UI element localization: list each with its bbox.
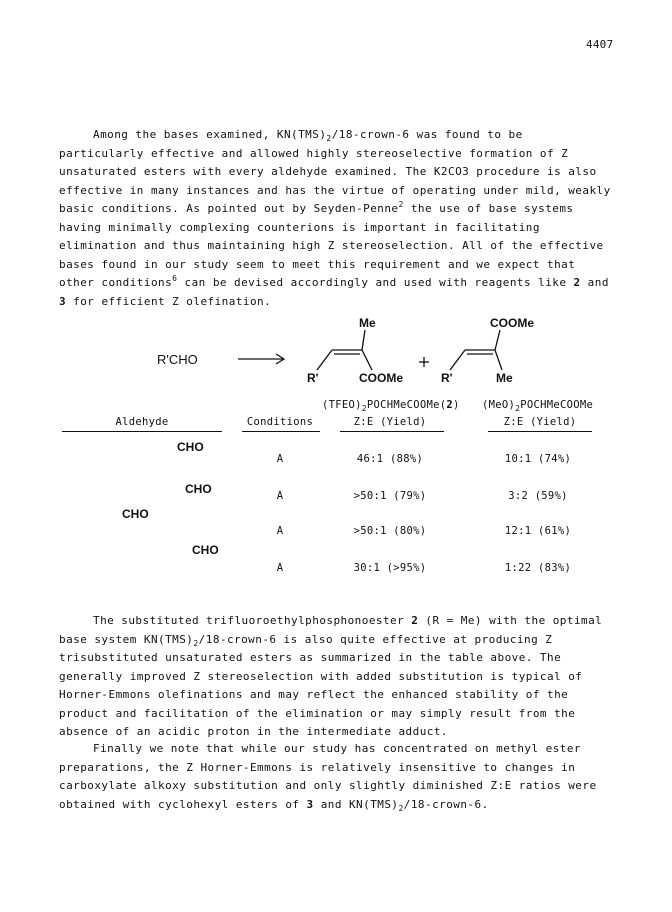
row-1-cho-label: CHO [177,440,204,454]
p3-line-2: preparations, the Z Horner-Emmons is relatively insensitive to changes in [59,760,576,774]
p3-line-1: Finally we note that while our study has concentrated on methyl ester [93,742,582,755]
p1-line-3: unsaturated esters with every aldehyde examined. The K2CO3 procedure is also [59,165,597,178]
row-4-conditions: A [276,562,284,574]
p3-line-3: carboxylate alkoxy substitution and only slightly diminished Z:E ratios were [59,779,597,792]
p2-line-7: absence of an acidic proton in the intermediate adduct. [59,725,448,738]
z-bond-ester [362,350,372,370]
col-header-ratio-2: Z:E (Yield) [353,416,427,428]
row-3-conditions: A [276,525,284,537]
e-bond-r [450,350,465,370]
e-me-label: Me [496,371,513,385]
col-header-conditions: Conditions [246,416,314,428]
row-1-ratio-2: 46:1 (88%) [356,453,424,465]
row-4-ratio-3: 1:22 (83%) [504,562,572,574]
p1-line-10: 3 for efficient Z olefination. [59,294,272,308]
p1-line-7: elimination and thus maintaining high Z stereoselection. All of the effective [59,239,604,252]
e-bond-me [495,350,502,370]
p2-line-1: The substituted trifluoroethylphosphonoester 2 (R = Me) with the optimal [93,614,603,627]
z-bond-me [362,330,365,350]
e-r-label: R' [441,371,453,385]
row-4-ratio-2: 30:1 (>95%) [353,562,427,574]
row-1-ratio-3: 10:1 (74%) [504,453,572,465]
z-r-label: R' [307,371,319,385]
p1-line-4: effective in many instances and has the virtue of operating under mild, weakly [59,183,611,197]
row-2-conditions: A [276,490,284,502]
header-rule-ratio-2 [340,431,444,432]
paragraph-3 [59,740,619,814]
row-3-cho-label: CHO [122,507,149,521]
paragraph-2 [59,612,619,742]
page-number: 4407 [586,38,614,51]
z-ester-label: COOMe [359,371,404,385]
header-rule-conditions [242,431,320,432]
reagent-2-header: $(TFEO)_2POCHMeCOOMe(2)$ [322,399,460,413]
reactant-aldehyde: R'CHO [157,352,198,367]
row-2-ratio-2: >50:1 (79%) [353,490,427,502]
p2-line-5: Horner-Emmons olefinations and may reflect the enhanced stability of the [59,688,569,701]
p1-line-6: having minimally complexing counterions is important in facilitating [59,220,540,234]
row-3-ratio-2: >50:1 (80%) [353,525,427,537]
reagent-3-header: $(MeO)_2POCHMeCOOMe$ [482,399,594,413]
p1-line-5: basic conditions. As pointed out by Seyden-Penne$^2$ the use of base systems [59,200,574,215]
row-2-ratio-3: 3:2 (59%) [508,490,568,502]
row-1-conditions: A [276,453,284,465]
row-3-ratio-3: 12:1 (61%) [504,525,572,537]
row-2-cho-label: CHO [185,482,212,496]
col-header-ratio-3: Z:E (Yield) [503,416,577,428]
paragraph-1 [59,126,619,311]
p2-line-4: generally improved Z stereoselection with added substitution is typical of [59,669,583,683]
p1-line-9: other conditions$^6$ can be devised accordingly and used with reagents like 2 and [59,274,609,289]
z-bond-r [317,350,332,370]
p3-line-4: obtained with cyclohexyl esters of 3 and $KN(TMS)_2/18-crown-6$. [59,797,489,813]
z-me-label: Me [359,316,376,330]
header-rule-ratio-3 [488,431,592,432]
p1-line-8: bases found in our study seem to meet this requirement and we expect that [59,257,576,271]
p1-line-2: particularly effective and allowed highly stereoselective formation of Z [59,146,569,160]
header-rule-aldehyde [62,431,222,432]
p2-line-6: product and facilitation of the elimination or may simply result from the [59,706,576,720]
e-ester-label: COOMe [490,316,535,330]
col-header-aldehyde: Aldehyde [115,416,169,428]
p2-line-2: base system $KN(TMS)_2/18-crown-6$ is also quite effective at producing Z [59,632,553,648]
reaction-arrowhead [276,354,284,364]
row-4-cho-label: CHO [192,543,219,557]
p1-line-1: Among the bases examined, $KN(TMS)_2/18-crown-6$ was found to be [93,128,523,143]
p2-line-3: trisubstituted unsaturated esters as summarized in the table above. The [59,651,562,664]
e-bond-ester [495,330,500,350]
